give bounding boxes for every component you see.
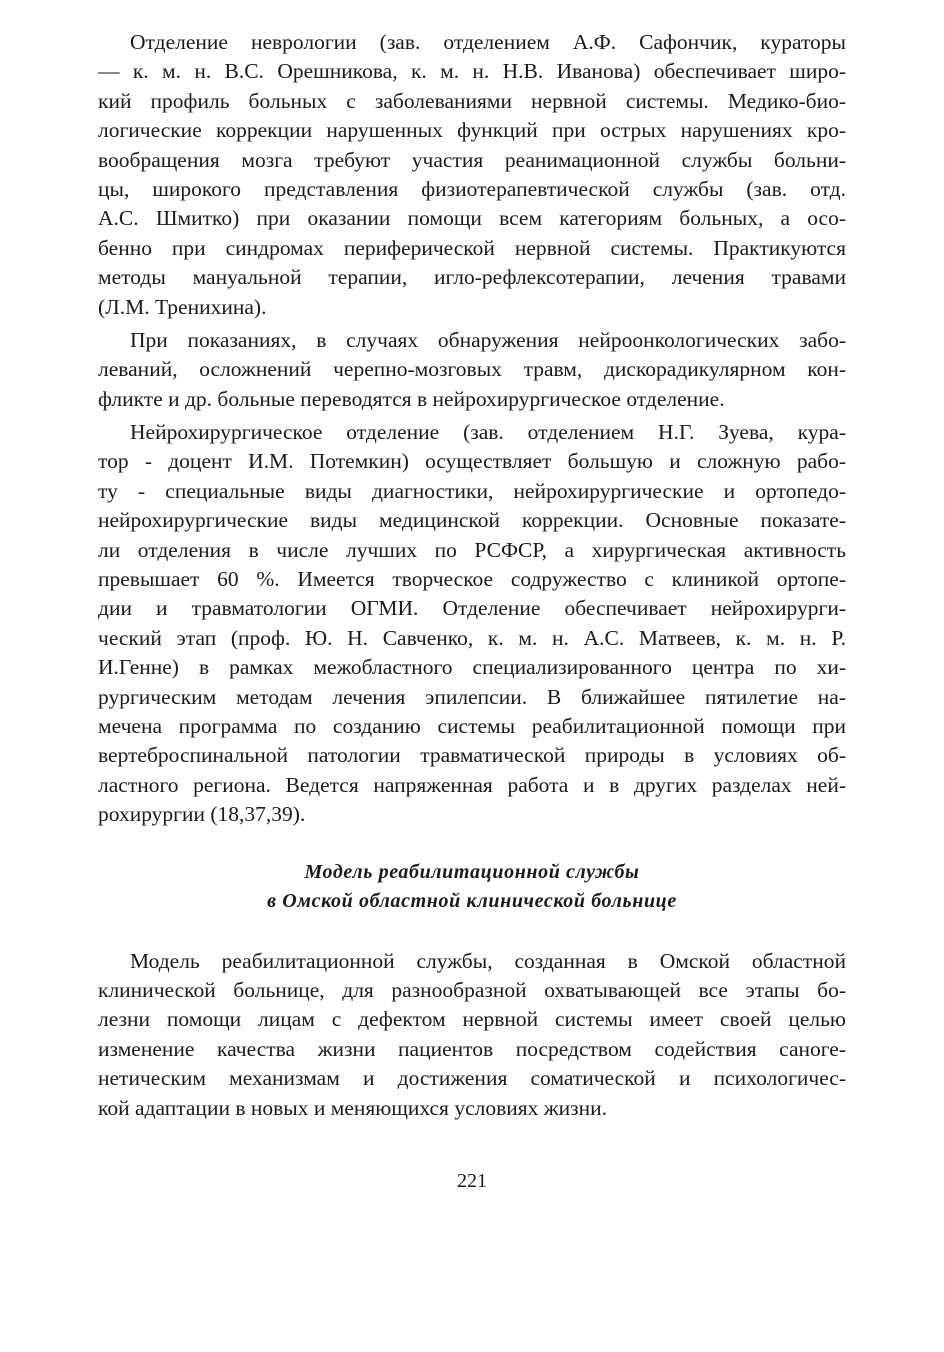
text-line: вертеброспинальной патологии травматической природы в условиях об-: [98, 743, 846, 768]
text-line: изменение качества жизни пациентов посредством содействия саноге-: [98, 1036, 846, 1061]
text-line: логические коррекции нарушенных функций при острых нарушениях кро-: [98, 118, 846, 143]
text-line: тор - доцент И.М. Потемкин) осуществляет большую и сложную рабо-: [98, 449, 846, 474]
paragraph-rehab-model: [98, 947, 846, 1123]
section-heading-line-1: Модель реабилитационной службы: [304, 860, 640, 883]
text-line: кий профиль больных с заболеваниями нервной системы. Медико-био-: [98, 88, 846, 113]
text-line: цы, широкого представления физиотерапевтической службы (зав. отд.: [98, 176, 846, 201]
text-line: вообращения мозга требуют участия реанимационной службы больни-: [98, 147, 846, 172]
text-line: — к. м. н. В.С. Орешникова, к. м. н. Н.В. Иванова) обеспечивает широ-: [98, 59, 846, 84]
page-number: 221: [457, 1170, 487, 1192]
text-line: кой адаптации в новых и меняющихся условиях жизни.: [98, 1095, 607, 1120]
paragraph-neurology: [98, 28, 846, 322]
text-line: клинической больнице, для разнообразной охватывающей все этапы бо-: [98, 977, 846, 1002]
text-line: ластного региона. Ведется напряженная работа и в других разделах ней-: [98, 772, 846, 797]
paragraph-neurosurgery: [98, 418, 846, 829]
text-line: бенно при синдромах периферической нервной системы. Практикуются: [98, 235, 846, 260]
text-line: Отделение неврологии (зав. отделением А.Ф. Сафончик, кураторы: [130, 30, 846, 54]
text-line: дии и травматологии ОГМИ. Отделение обеспечивает нейрохирурги-: [98, 596, 846, 621]
text-line: рохирургии (18,37,39).: [98, 802, 306, 827]
text-line: ли отделения в числе лучших по РСФСР, а хирургическая активность: [98, 537, 846, 562]
text-line: превышает 60 %. Имеется творческое содружество с клиникой ортопе-: [98, 567, 846, 592]
text-line: (Л.М. Тренихина).: [98, 294, 267, 319]
text-line: Нейрохирургическое отделение (зав. отделением Н.Г. Зуева, кура-: [130, 420, 846, 445]
paragraph-indications: [98, 326, 846, 414]
text-line: леваний, осложнений черепно-мозговых травм, дискорадикулярном кон-: [98, 357, 846, 382]
section-heading: [98, 858, 846, 916]
text-line: фликте и др. больные переводятся в нейрохирургическое отделение.: [98, 386, 725, 411]
text-line: ту - специальные виды диагностики, нейрохирургические и ортопедо-: [98, 478, 846, 503]
text-line: нетическим механизмам и достижения соматической и психологичес-: [98, 1066, 846, 1091]
text-line: ческий этап (проф. Ю. Н. Савченко, к. м. н. А.С. Матвеев, к. м. н. Р.: [98, 625, 846, 650]
text-line: мечена программа по созданию системы реабилитационной помощи при: [98, 713, 846, 738]
section-heading-line-2: в Омской областной клинической больнице: [267, 889, 677, 912]
document-page: [98, 28, 846, 1123]
text-line: А.С. Шмитко) при оказании помощи всем категориям больных, а осо-: [98, 206, 846, 231]
text-line: методы мануальной терапии, игло-рефлексотерапии, лечения травами: [98, 265, 846, 290]
text-line: При показаниях, в случаях обнаружения нейроонкологических забо-: [130, 327, 846, 352]
text-line: И.Генне) в рамках межобластного специализированного центра по хи-: [98, 655, 846, 680]
text-line: Модель реабилитационной службы, созданная в Омской областной: [130, 948, 846, 973]
text-line: лезни помощи лицам с дефектом нервной системы имеет своей целью: [98, 1007, 846, 1032]
text-line: рургическим методам лечения эпилепсии. В ближайшее пятилетие на-: [98, 684, 846, 709]
text-line: нейрохирургические виды медицинской коррекции. Основные показате-: [98, 508, 846, 533]
